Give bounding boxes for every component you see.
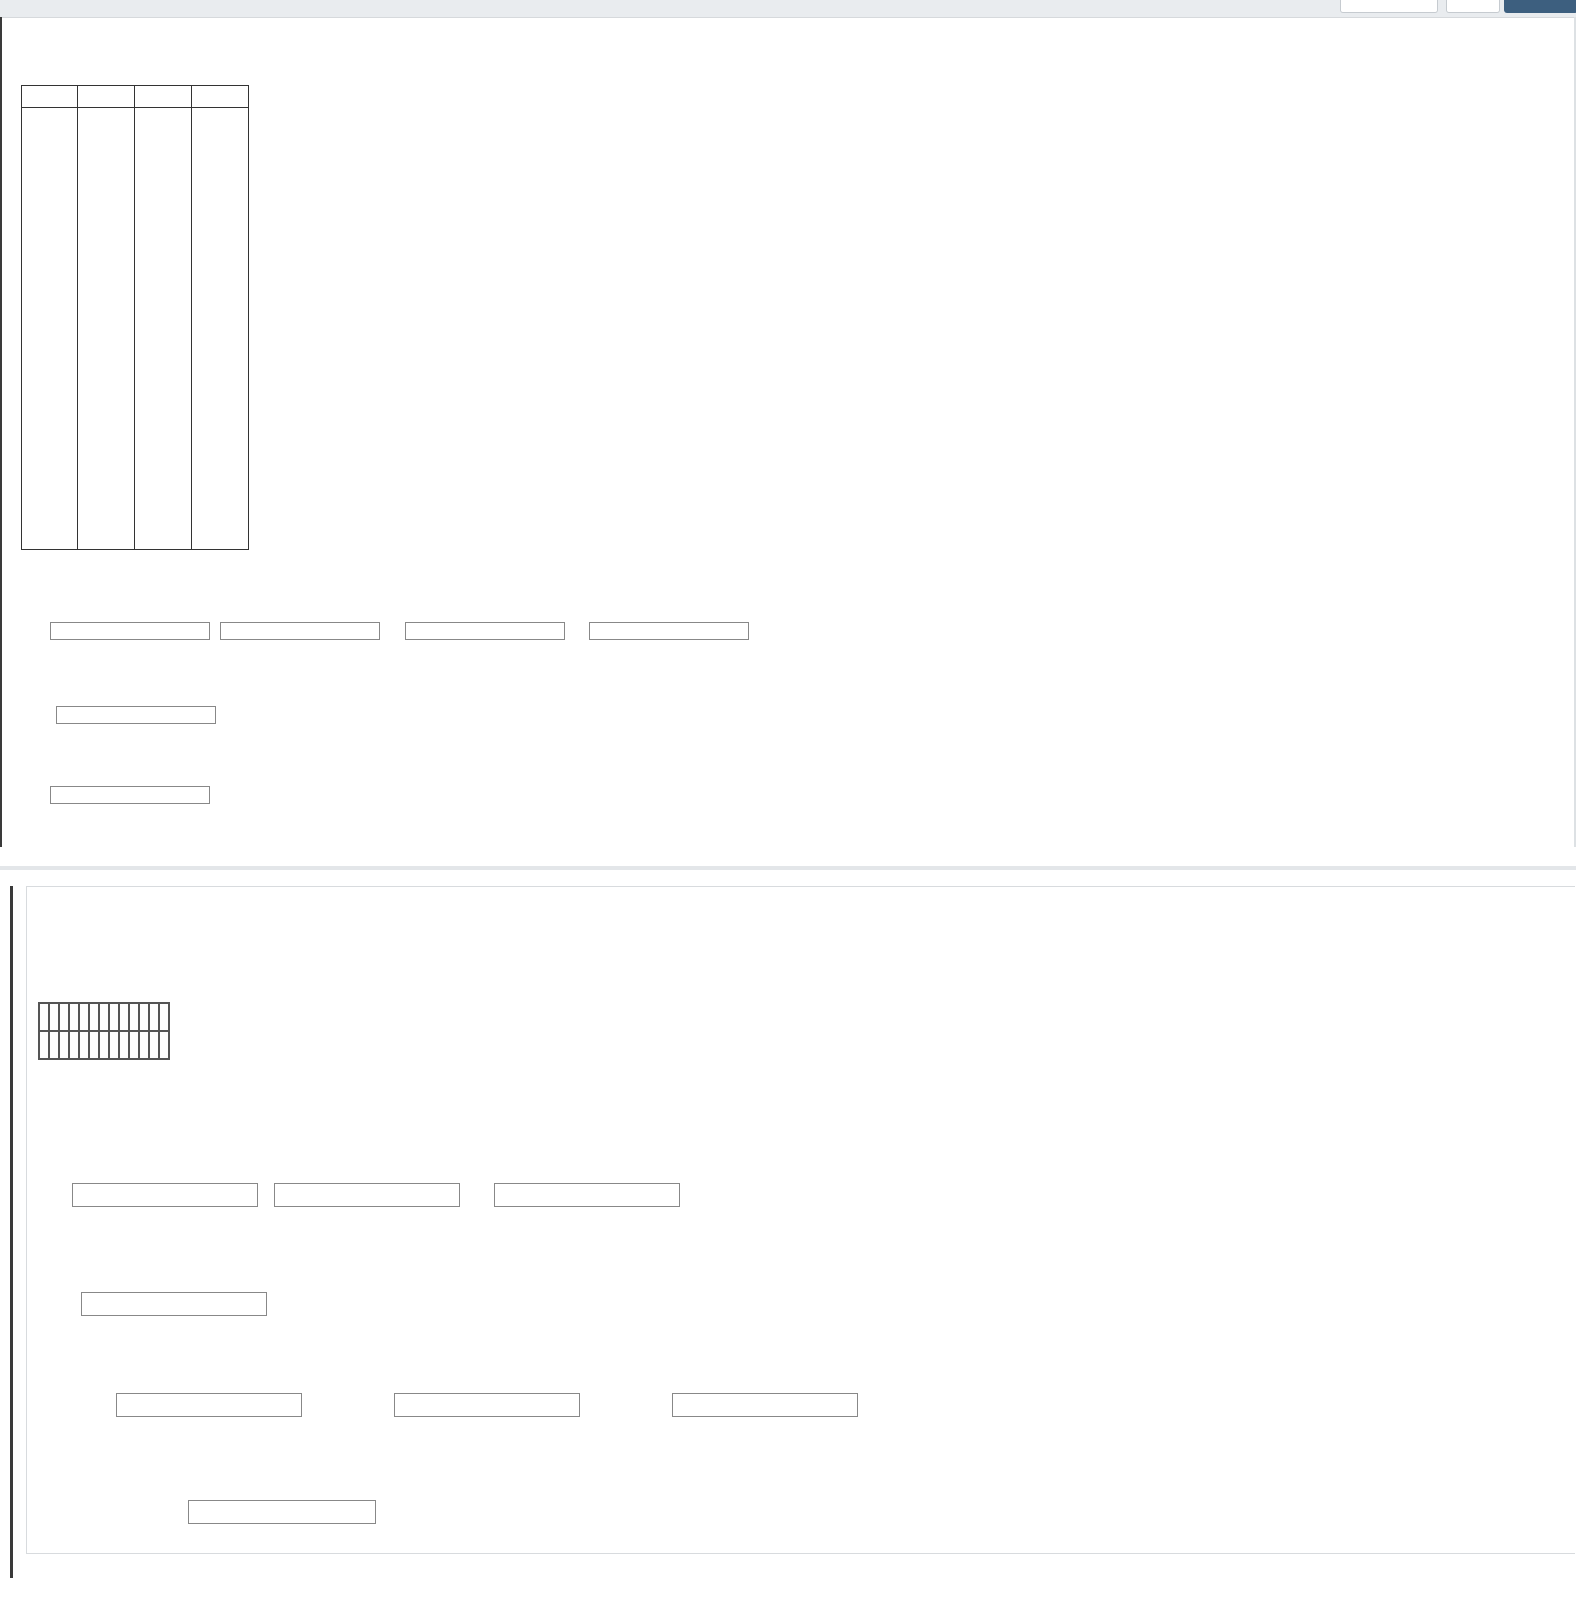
section-separator (0, 866, 1576, 870)
table-cell (192, 339, 249, 360)
table-row (39, 1003, 169, 1031)
table-cell (135, 444, 192, 465)
p2-se-b0-input[interactable] (116, 1393, 302, 1417)
table-cell (192, 171, 249, 192)
table-row (22, 297, 249, 318)
table-cell (192, 381, 249, 402)
table-cell (135, 129, 192, 150)
table-cell (22, 129, 78, 150)
table-cell (89, 1003, 99, 1031)
p2-users-input[interactable] (188, 1500, 376, 1524)
table-cell (78, 234, 135, 255)
p1-sigma-input[interactable] (56, 706, 216, 724)
table-row (22, 381, 249, 402)
table-cell (192, 360, 249, 381)
table-cell (139, 1031, 149, 1059)
table-cell (22, 171, 78, 192)
panel-left-border (10, 886, 13, 1578)
table-cell (59, 1003, 69, 1031)
p2-se-b2-input[interactable] (672, 1393, 858, 1417)
table-row (22, 234, 249, 255)
table-cell (135, 150, 192, 171)
table-cell (135, 318, 192, 339)
table-cell (129, 1003, 139, 1031)
table-cell (119, 1031, 129, 1059)
table-cell (22, 318, 78, 339)
table-cell (192, 297, 249, 318)
p2-b1-input[interactable] (274, 1183, 460, 1207)
stack-loss-table-body (22, 108, 249, 550)
table-cell (22, 276, 78, 297)
table-cell (22, 192, 78, 213)
table-cell (78, 444, 135, 465)
table-cell (78, 360, 135, 381)
table-cell (78, 402, 135, 423)
table-cell (135, 276, 192, 297)
table-cell (149, 1031, 159, 1059)
table-cell (22, 255, 78, 276)
col-header-x1 (78, 86, 135, 108)
table-cell (78, 108, 135, 130)
table-cell (135, 171, 192, 192)
table-cell (192, 486, 249, 507)
table-cell (192, 108, 249, 130)
table-cell (149, 1003, 159, 1031)
table-row (22, 486, 249, 507)
table-cell (135, 297, 192, 318)
table-cell (135, 192, 192, 213)
table-cell (22, 381, 78, 402)
table-cell (22, 423, 78, 444)
table-row (22, 213, 249, 234)
p1-b2-input[interactable] (405, 622, 565, 640)
table-cell (135, 108, 192, 130)
table-cell (89, 1031, 99, 1059)
table-cell (99, 1003, 109, 1031)
table-cell (78, 423, 135, 444)
table-cell (135, 528, 192, 550)
table-cell (22, 528, 78, 550)
table-row (22, 255, 249, 276)
table-row (22, 507, 249, 528)
table-cell (69, 1031, 79, 1059)
p1-intercept-input[interactable] (50, 622, 210, 640)
table-cell (135, 507, 192, 528)
table-cell (109, 1031, 119, 1059)
table-cell (59, 1031, 69, 1059)
table-row (22, 339, 249, 360)
p2-se-b1-input[interactable] (394, 1393, 580, 1417)
stack-loss-table (21, 85, 249, 550)
table-cell (49, 1003, 59, 1031)
panel-left-border (0, 17, 2, 847)
table-row (39, 1031, 169, 1059)
p2-b2-input[interactable] (494, 1183, 680, 1207)
table-cell (159, 1003, 169, 1031)
table-cell (78, 318, 135, 339)
table-row (22, 171, 249, 192)
table-cell (192, 318, 249, 339)
table-cell (22, 339, 78, 360)
table-cell (192, 234, 249, 255)
table-cell (192, 255, 249, 276)
table-cell (22, 108, 78, 130)
table-cell (79, 1003, 89, 1031)
p2-sigma-input[interactable] (81, 1292, 267, 1316)
row-label (39, 1031, 49, 1059)
table-cell (135, 360, 192, 381)
table-cell (129, 1031, 139, 1059)
table-cell (69, 1003, 79, 1031)
table-cell (78, 507, 135, 528)
table-cell (119, 1003, 129, 1031)
table-cell (79, 1031, 89, 1059)
table-cell (192, 423, 249, 444)
printer-version-button[interactable] (1340, 0, 1438, 13)
problem2-panel (10, 886, 1576, 1578)
next-button[interactable] (1504, 0, 1576, 13)
top-nav-bar (0, 0, 1576, 18)
table-cell (78, 255, 135, 276)
table-cell (109, 1003, 119, 1031)
p1-prediction-input[interactable] (50, 786, 210, 804)
p1-b3-input[interactable] (589, 622, 749, 640)
table-cell (159, 1031, 169, 1059)
table-cell (78, 528, 135, 550)
table-cell (78, 129, 135, 150)
row-label (39, 1003, 49, 1031)
table-cell (22, 297, 78, 318)
table-row (22, 444, 249, 465)
table-cell (22, 486, 78, 507)
table-cell (78, 276, 135, 297)
internet-users-table-body (39, 1003, 169, 1059)
table-cell (192, 213, 249, 234)
table-cell (78, 381, 135, 402)
table-row (22, 192, 249, 213)
p2-intercept-input[interactable] (72, 1183, 258, 1207)
table-row (22, 465, 249, 486)
table-cell (135, 339, 192, 360)
table-cell (192, 192, 249, 213)
table-cell (22, 234, 78, 255)
internet-users-table (38, 1002, 170, 1060)
table-cell (78, 192, 135, 213)
table-cell (135, 486, 192, 507)
table-cell (78, 486, 135, 507)
table-cell (135, 213, 192, 234)
problem2-box (26, 886, 1575, 1554)
col-header-x3 (192, 86, 249, 108)
table-cell (135, 255, 192, 276)
table-cell (78, 150, 135, 171)
table-row (22, 108, 249, 130)
table-row (22, 318, 249, 339)
table-cell (192, 402, 249, 423)
table-cell (139, 1003, 149, 1031)
p1-b1-input[interactable] (220, 622, 380, 640)
table-cell (22, 150, 78, 171)
table-row (22, 423, 249, 444)
table-cell (78, 171, 135, 192)
col-header-y (22, 86, 78, 108)
table-cell (135, 465, 192, 486)
table-cell (22, 465, 78, 486)
table-row (22, 150, 249, 171)
table-row (22, 129, 249, 150)
table-cell (22, 360, 78, 381)
table-cell (192, 276, 249, 297)
table-cell (135, 381, 192, 402)
table-cell (192, 528, 249, 550)
table-row (22, 360, 249, 381)
table-row (22, 528, 249, 550)
table-cell (78, 297, 135, 318)
table-cell (49, 1031, 59, 1059)
table-row (22, 402, 249, 423)
table-cell (192, 150, 249, 171)
table-cell (99, 1031, 109, 1059)
table-row (22, 276, 249, 297)
table-cell (192, 129, 249, 150)
table-cell (192, 444, 249, 465)
table-cell (22, 507, 78, 528)
table-cell (22, 213, 78, 234)
table-cell (135, 423, 192, 444)
table-cell (22, 402, 78, 423)
table-cell (135, 234, 192, 255)
table-cell (22, 444, 78, 465)
col-header-x2 (135, 86, 192, 108)
table-cell (192, 507, 249, 528)
table-cell (135, 402, 192, 423)
back-button[interactable] (1446, 0, 1500, 13)
table-cell (78, 213, 135, 234)
table-cell (78, 465, 135, 486)
table-cell (78, 339, 135, 360)
table-cell (192, 465, 249, 486)
